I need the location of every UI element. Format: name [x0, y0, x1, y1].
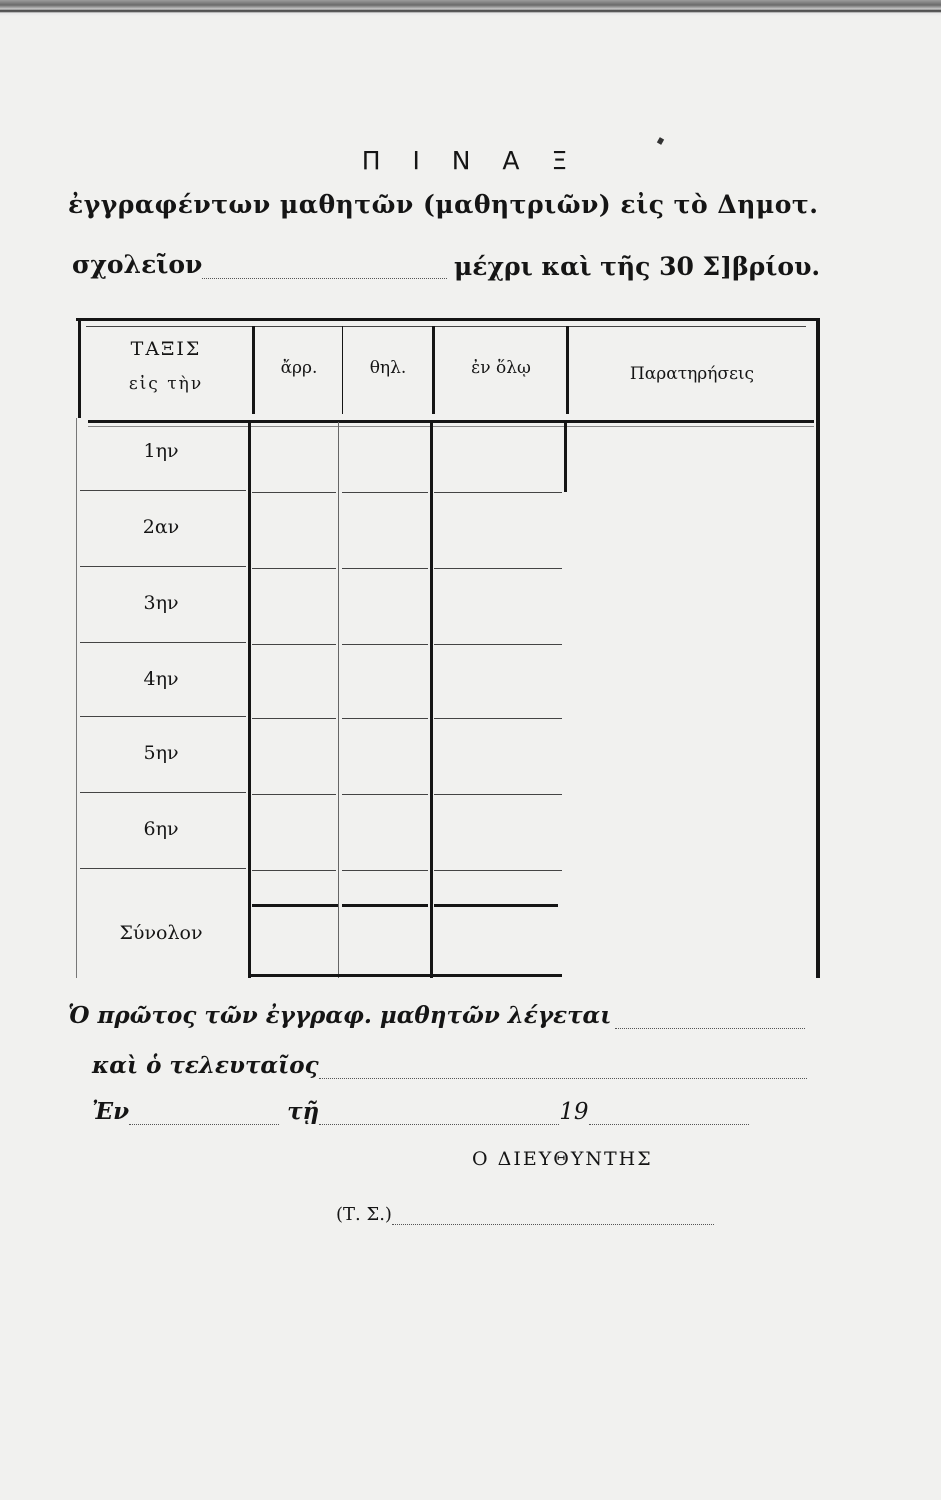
last-student-line [92, 1052, 807, 1079]
row-label-2: 2αν [142, 516, 180, 538]
year-label: 19 [559, 1099, 589, 1125]
heading-line-1: ἐγγραφέντων μαθητῶν (μαθητριῶν) εἰς τὸ Δημοτ. [68, 190, 819, 219]
row-label-6: 6ην [143, 818, 179, 840]
school-label: σχολεῖον [72, 250, 203, 279]
last-student-label: καὶ ὁ τελευταῖος [92, 1052, 319, 1079]
school-name-blank[interactable] [202, 260, 447, 279]
signature-blank[interactable] [392, 1208, 714, 1225]
heading-line-2-left [72, 250, 447, 279]
place-label: Ἐν [92, 1098, 130, 1125]
enrollment-table [76, 318, 820, 978]
day-label: τῇ [287, 1098, 320, 1125]
row-label-3: 3ην [143, 592, 179, 614]
first-student-line [68, 1002, 805, 1029]
last-student-blank[interactable] [319, 1058, 807, 1079]
row-label-4: 4ην [143, 668, 179, 690]
seal-line [336, 1204, 714, 1225]
header-boys: ἄρρ. [280, 358, 318, 378]
heading-line-2-right: μέχρι καὶ τῆς 30 Σ]βρίου. [454, 252, 821, 281]
row-label-5: 5ην [143, 742, 179, 764]
header-class: ΤΑΞΙΣ [130, 338, 202, 360]
page-top-edge [0, 0, 941, 16]
day-blank[interactable] [319, 1104, 559, 1125]
seal-label: (Τ. Σ.) [336, 1204, 392, 1225]
row-label-total: Σύνολον [119, 922, 203, 944]
year-blank[interactable] [589, 1104, 749, 1125]
header-girls: θηλ. [369, 358, 407, 378]
director-label: Ο ΔΙΕΥΘΥΝΤΗΣ [472, 1148, 653, 1170]
first-student-label: Ὁ πρῶτος τῶν ἐγγραφ. μαθητῶν λέγεται [68, 1002, 612, 1029]
place-blank[interactable] [129, 1104, 279, 1125]
date-line [92, 1098, 749, 1125]
header-total: ἐν ὅλῳ [471, 358, 531, 378]
header-class-sub: εἰς τὴν [128, 374, 204, 394]
first-student-blank[interactable] [615, 1008, 805, 1029]
ink-speck [657, 137, 664, 145]
page-title: Π Ι Ν Α Ξ [361, 146, 580, 175]
header-remarks: Παρατηρήσεις [629, 364, 755, 384]
row-label-1: 1ην [143, 440, 179, 462]
